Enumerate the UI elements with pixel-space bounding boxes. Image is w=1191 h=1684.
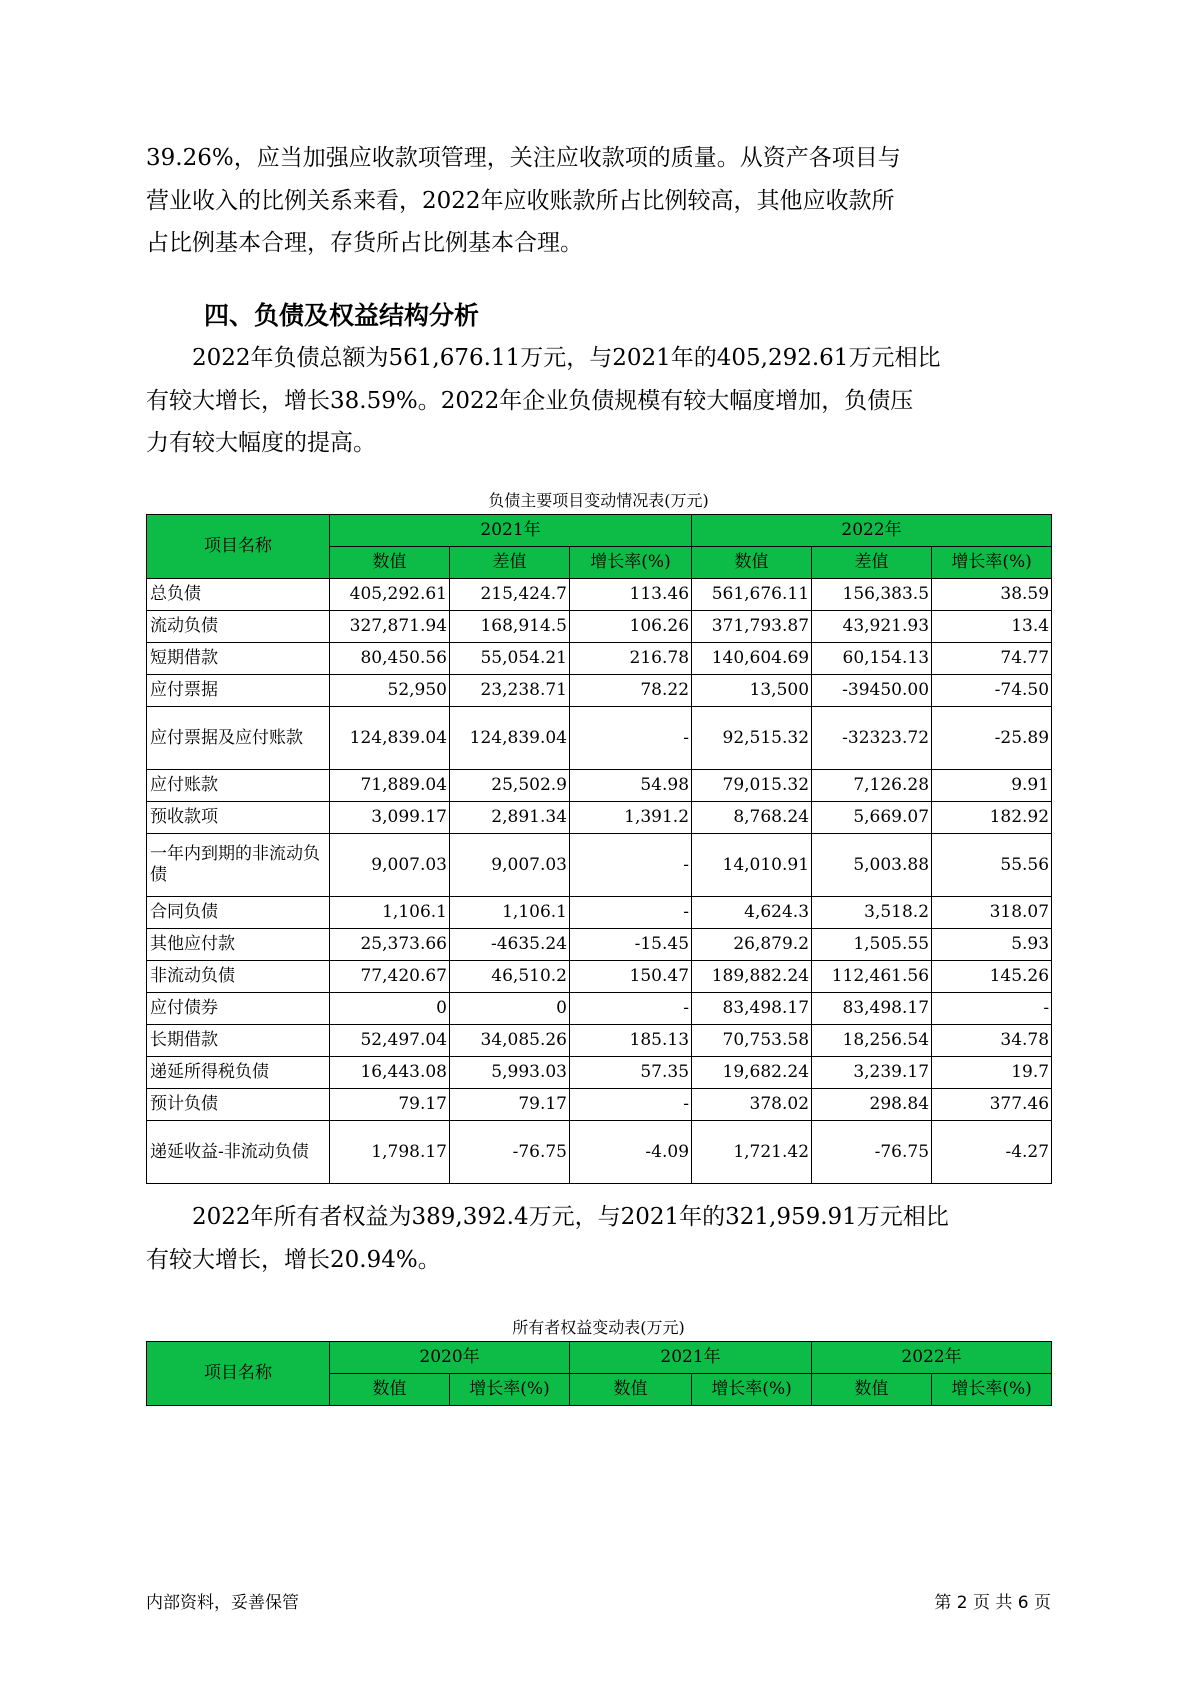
table-cell: 3,239.17 [812, 1057, 932, 1089]
row-label: 流动负债 [147, 611, 330, 643]
text-line: 力有较大幅度的提高。 [146, 430, 376, 456]
table-cell: 106.26 [570, 611, 692, 643]
table-cell: 78.22 [570, 675, 692, 707]
table-cell: 79,015.32 [692, 770, 812, 802]
table-row [147, 1089, 1052, 1121]
table-cell: 371,793.87 [692, 611, 812, 643]
table-cell: 16,443.08 [330, 1057, 450, 1089]
table-row [147, 770, 1052, 802]
table-cell: 189,882.24 [692, 961, 812, 993]
table-cell: 46,510.2 [450, 961, 570, 993]
column-header: 数值 [330, 547, 450, 579]
row-label: 应付票据及应付账款 [147, 707, 330, 770]
table-cell: 55,054.21 [450, 643, 570, 675]
table-cell: 55.56 [932, 834, 1052, 897]
table-cell: 150.47 [570, 961, 692, 993]
table-cell: - [570, 1089, 692, 1121]
equity-table-caption: 所有者权益变动表(万元) [512, 1318, 685, 1337]
table-cell: 52,950 [330, 675, 450, 707]
table-cell: 1,798.17 [330, 1121, 450, 1184]
table-row [147, 611, 1052, 643]
table-cell: -4.09 [570, 1121, 692, 1184]
table-cell: 57.35 [570, 1057, 692, 1089]
table-cell: 14,010.91 [692, 834, 812, 897]
table-cell: 1,505.55 [812, 929, 932, 961]
column-header: 增长率(%) [932, 1374, 1052, 1406]
table-cell: -32323.72 [812, 707, 932, 770]
year-header: 2022年 [692, 515, 1052, 547]
table-cell: 216.78 [570, 643, 692, 675]
table-cell: 77,420.67 [330, 961, 450, 993]
column-header: 差值 [812, 547, 932, 579]
table-cell: 79.17 [330, 1089, 450, 1121]
intro-paragraph [146, 137, 1051, 265]
row-label: 预收款项 [147, 802, 330, 834]
table-cell: 0 [450, 993, 570, 1025]
table-cell: 156,383.5 [812, 579, 932, 611]
row-label: 应付债券 [147, 993, 330, 1025]
table-cell: 25,502.9 [450, 770, 570, 802]
table-cell: 140,604.69 [692, 643, 812, 675]
table-cell: 25,373.66 [330, 929, 450, 961]
column-header: 增长率(%) [450, 1374, 570, 1406]
column-header: 增长率(%) [932, 547, 1052, 579]
row-label: 应付账款 [147, 770, 330, 802]
table-cell: 1,391.2 [570, 802, 692, 834]
table-cell: 8,768.24 [692, 802, 812, 834]
table-cell: 13.4 [932, 611, 1052, 643]
liability-table-caption: 负债主要项目变动情况表(万元) [488, 491, 709, 510]
text-line: 2022年负债总额为561,676.11万元，与2021年的405,292.61万元相比 [192, 345, 941, 371]
table-cell: 70,753.58 [692, 1025, 812, 1057]
year-header: 2021年 [570, 1342, 812, 1374]
table-cell: 3,099.17 [330, 802, 450, 834]
row-label: 其他应付款 [147, 929, 330, 961]
year-header: 2020年 [330, 1342, 570, 1374]
table-row [147, 802, 1052, 834]
table-row [147, 834, 1052, 897]
table-row [147, 897, 1052, 929]
table-cell: -4.27 [932, 1121, 1052, 1184]
table-cell: 79.17 [450, 1089, 570, 1121]
table-cell: - [932, 993, 1052, 1025]
row-label: 长期借款 [147, 1025, 330, 1057]
table-cell: 83,498.17 [812, 993, 932, 1025]
liability-paragraph [146, 337, 1051, 465]
table-cell: 43,921.93 [812, 611, 932, 643]
table-cell: -74.50 [932, 675, 1052, 707]
table-cell: 182.92 [932, 802, 1052, 834]
table-cell: 112,461.56 [812, 961, 932, 993]
liability-table [146, 514, 1052, 1184]
table-row [147, 643, 1052, 675]
table-cell: -15.45 [570, 929, 692, 961]
table-cell: 80,450.56 [330, 643, 450, 675]
table-row [147, 961, 1052, 993]
table-cell: 9.91 [932, 770, 1052, 802]
section-heading: 四、负债及权益结构分析 [204, 301, 480, 330]
table-cell: 145.26 [932, 961, 1052, 993]
table-cell: 23,238.71 [450, 675, 570, 707]
table-row [147, 579, 1052, 611]
table-row [147, 675, 1052, 707]
text-line: 有较大增长，增长20.94%。 [146, 1246, 441, 1273]
column-header: 增长率(%) [692, 1374, 812, 1406]
table-cell: -76.75 [450, 1121, 570, 1184]
table-cell: 92,515.32 [692, 707, 812, 770]
year-header: 2022年 [812, 1342, 1052, 1374]
table-cell: -25.89 [932, 707, 1052, 770]
row-label: 合同负债 [147, 897, 330, 929]
text-line: 2022年所有者权益为389,392.4万元，与2021年的321,959.91万元相比 [192, 1204, 949, 1230]
table-cell: 26,879.2 [692, 929, 812, 961]
column-header: 数值 [330, 1374, 450, 1406]
row-label: 非流动负债 [147, 961, 330, 993]
table-cell: 71,889.04 [330, 770, 450, 802]
table-cell: 298.84 [812, 1089, 932, 1121]
column-header: 增长率(%) [570, 547, 692, 579]
year-header: 2021年 [330, 515, 692, 547]
table-cell: 9,007.03 [450, 834, 570, 897]
table-cell: 318.07 [932, 897, 1052, 929]
column-header: 数值 [692, 547, 812, 579]
table-cell: 405,292.61 [330, 579, 450, 611]
table-cell: 124,839.04 [330, 707, 450, 770]
table-cell: 9,007.03 [330, 834, 450, 897]
table-cell: 5,003.88 [812, 834, 932, 897]
table-cell: 5.93 [932, 929, 1052, 961]
table-cell: 113.46 [570, 579, 692, 611]
column-header: 数值 [570, 1374, 692, 1406]
table-cell: 19,682.24 [692, 1057, 812, 1089]
equity-table [146, 1341, 1052, 1406]
table-cell: 215,424.7 [450, 579, 570, 611]
table-cell: 7,126.28 [812, 770, 932, 802]
table-cell: 34,085.26 [450, 1025, 570, 1057]
table-cell: 13,500 [692, 675, 812, 707]
table-cell: 38.59 [932, 579, 1052, 611]
table-cell: 34.78 [932, 1025, 1052, 1057]
row-label: 应付票据 [147, 675, 330, 707]
table-row [147, 993, 1052, 1025]
row-label: 递延收益-非流动负债 [147, 1121, 330, 1184]
footer-confidential: 内部资料，妥善保管 [146, 1593, 299, 1613]
table-cell: -76.75 [812, 1121, 932, 1184]
table-cell: - [570, 897, 692, 929]
row-label: 递延所得税负债 [147, 1057, 330, 1089]
text-line: 营业收入的比例关系来看，2022年应收账款所占比例较高，其他应收款所 [146, 187, 895, 214]
table-cell: 124,839.04 [450, 707, 570, 770]
table-cell: 52,497.04 [330, 1025, 450, 1057]
column-header: 差值 [450, 547, 570, 579]
footer-page-number: 第 2 页 共 6 页 [934, 1593, 1051, 1613]
table-cell: 4,624.3 [692, 897, 812, 929]
table-cell: - [570, 993, 692, 1025]
table-cell: 3,518.2 [812, 897, 932, 929]
item-name-header: 项目名称 [147, 1342, 330, 1406]
table-cell: 1,721.42 [692, 1121, 812, 1184]
table-cell: 19.7 [932, 1057, 1052, 1089]
column-header: 数值 [812, 1374, 932, 1406]
row-label: 短期借款 [147, 643, 330, 675]
text-line: 占比例基本合理，存货所占比例基本合理。 [146, 230, 583, 256]
row-label: 一年内到期的非流动负债 [147, 834, 330, 897]
table-cell: 60,154.13 [812, 643, 932, 675]
item-name-header: 项目名称 [147, 515, 330, 579]
table-cell: 18,256.54 [812, 1025, 932, 1057]
table-row [147, 1025, 1052, 1057]
table-cell: 168,914.5 [450, 611, 570, 643]
table-row [147, 929, 1052, 961]
table-cell: - [570, 834, 692, 897]
table-cell: 83,498.17 [692, 993, 812, 1025]
table-cell: 378.02 [692, 1089, 812, 1121]
row-label: 总负债 [147, 579, 330, 611]
table-cell: -39450.00 [812, 675, 932, 707]
table-cell: 54.98 [570, 770, 692, 802]
table-cell: 327,871.94 [330, 611, 450, 643]
table-row [147, 1121, 1052, 1184]
table-cell: 377.46 [932, 1089, 1052, 1121]
table-cell: -4635.24 [450, 929, 570, 961]
equity-paragraph [146, 1196, 1051, 1281]
table-cell: 2,891.34 [450, 802, 570, 834]
text-line: 有较大增长，增长38.59%。2022年企业负债规模有较大幅度增加，负债压 [146, 387, 914, 414]
table-cell: 561,676.11 [692, 579, 812, 611]
text-line: 39.26%，应当加强应收款项管理，关注应收款项的质量。从资产各项目与 [146, 145, 901, 171]
table-cell: 5,669.07 [812, 802, 932, 834]
table-cell: 185.13 [570, 1025, 692, 1057]
table-cell: 1,106.1 [450, 897, 570, 929]
table-cell: - [570, 707, 692, 770]
table-cell: 0 [330, 993, 450, 1025]
table-row [147, 1057, 1052, 1089]
table-cell: 5,993.03 [450, 1057, 570, 1089]
row-label: 预计负债 [147, 1089, 330, 1121]
table-cell: 74.77 [932, 643, 1052, 675]
table-cell: 1,106.1 [330, 897, 450, 929]
table-row [147, 707, 1052, 770]
